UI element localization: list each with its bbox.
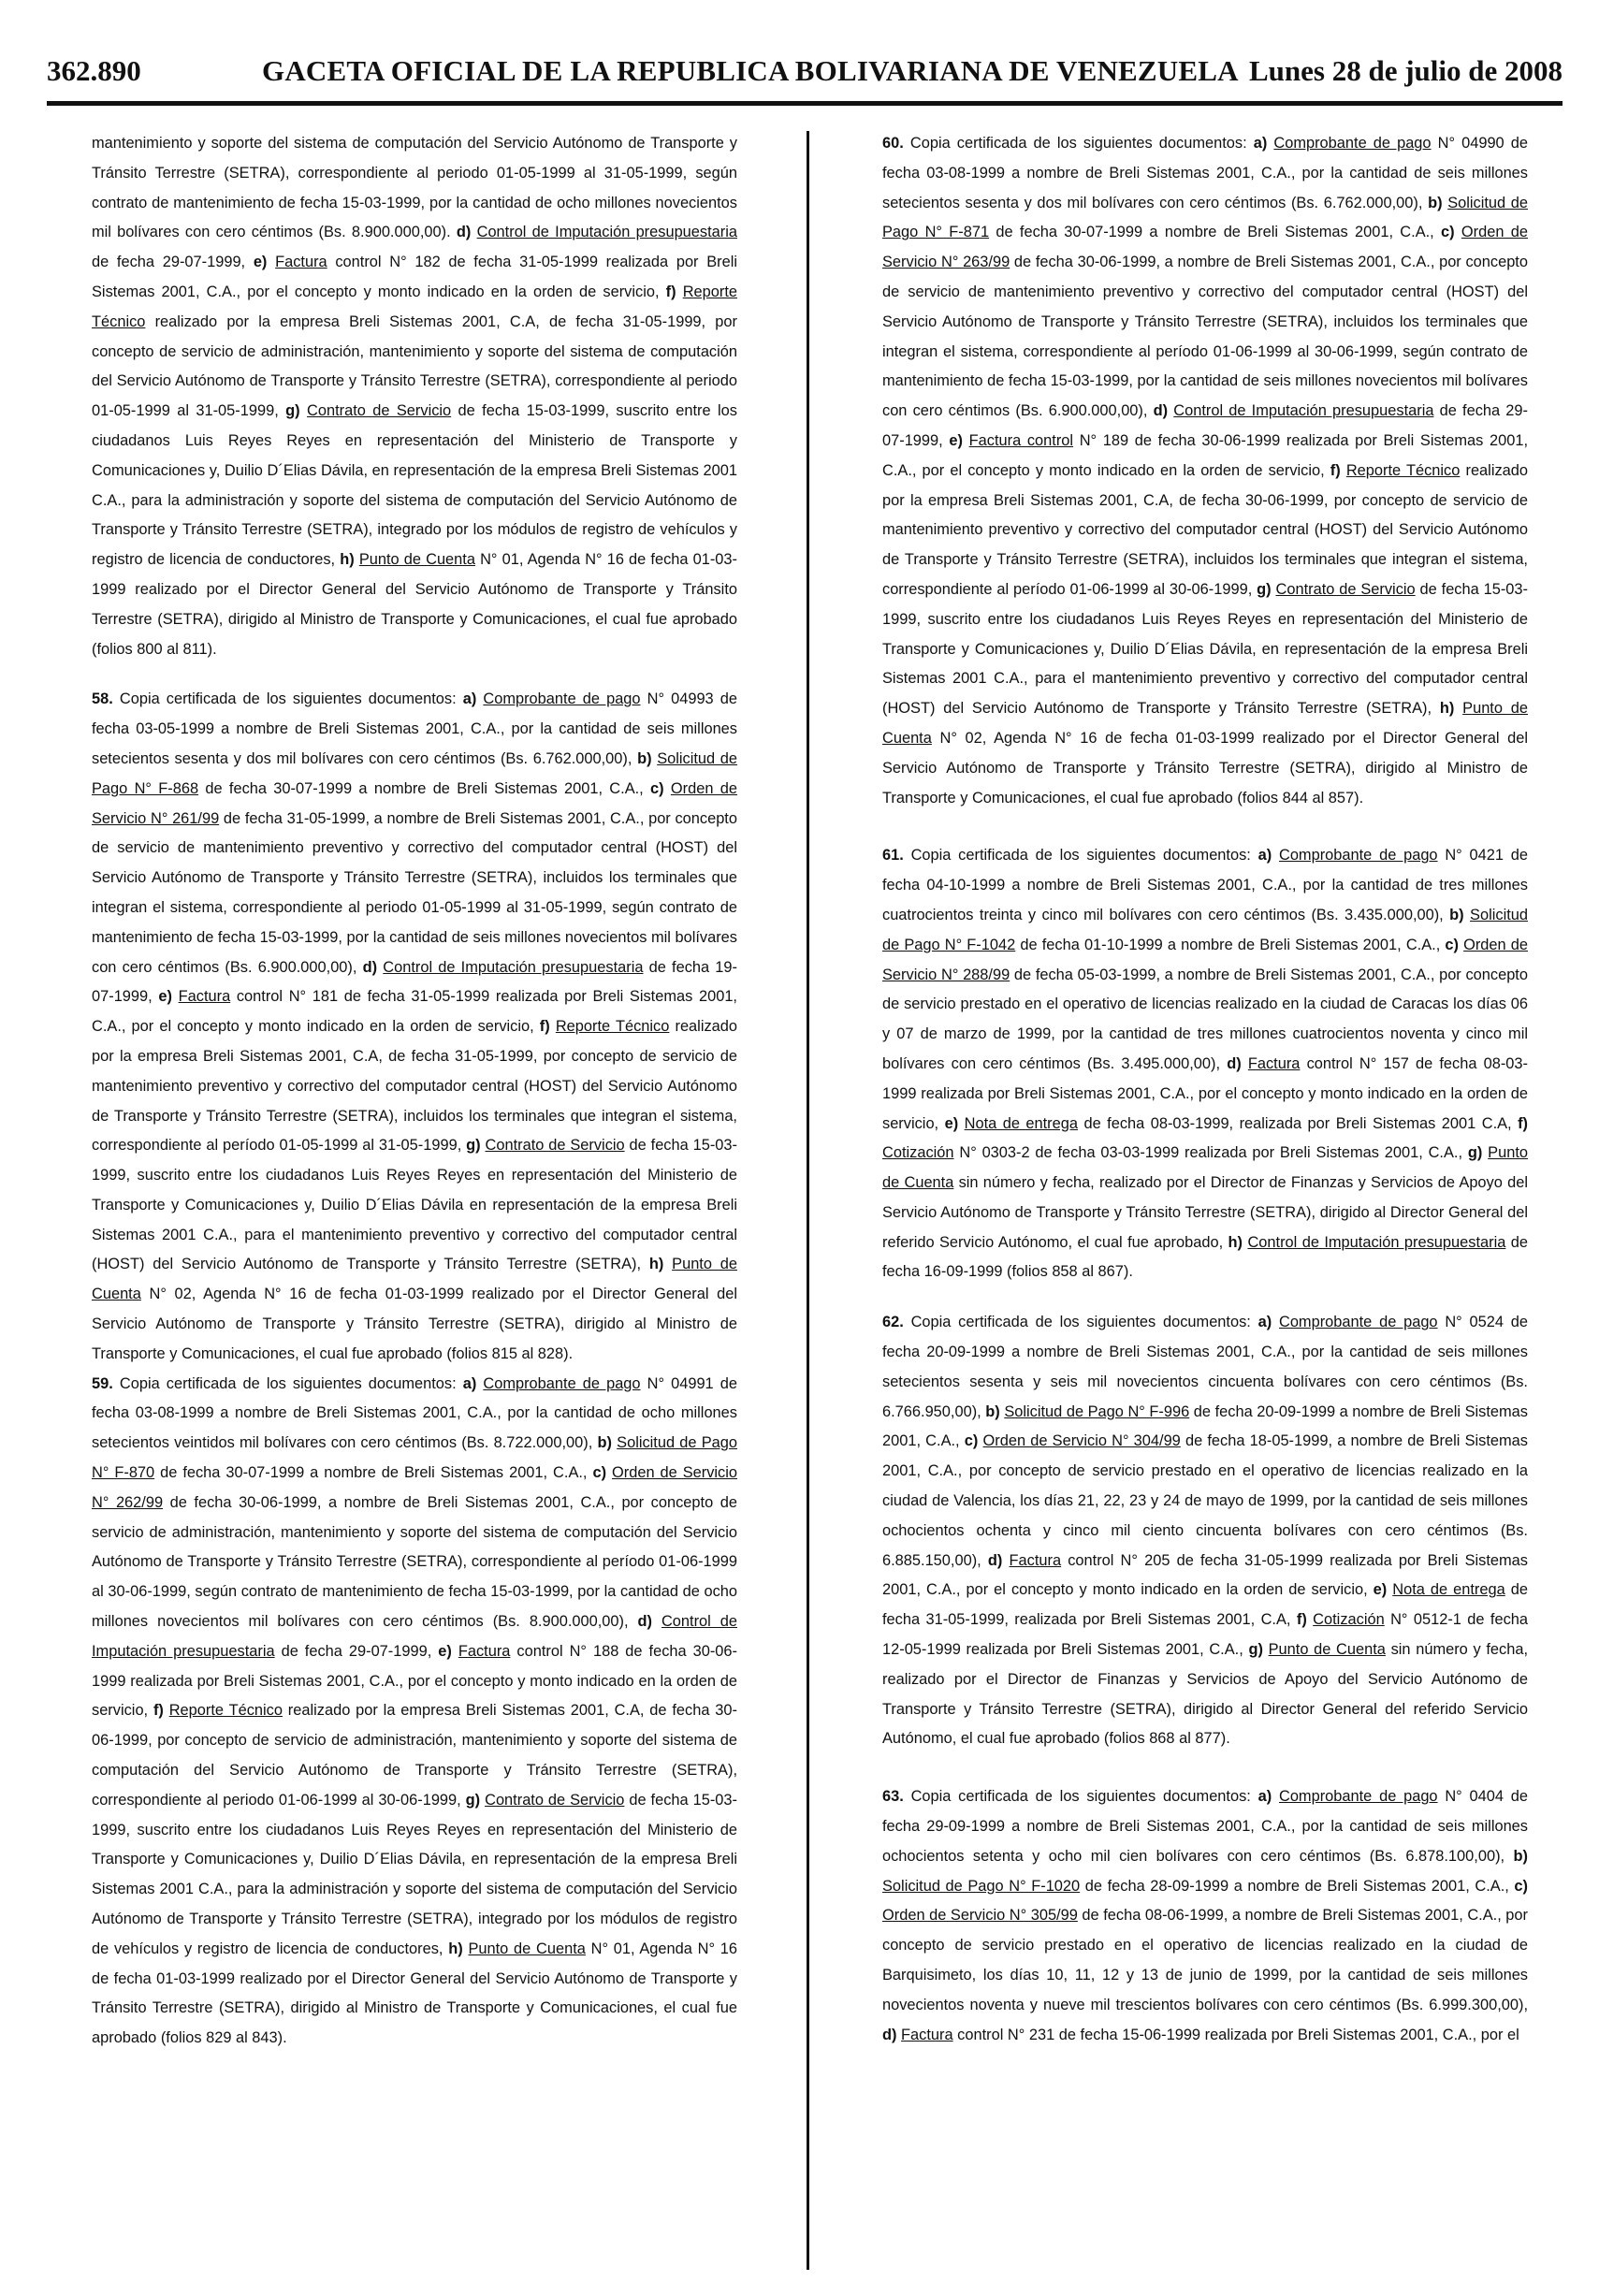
paragraph-62: 62. Copia certificada de los siguientes documentos: a) Comprobante de pago N° 0524 de fecha 20-09-1999 a nombre de Breli Sistemas 2001, C.A., por la cantidad de seis millones setecientos sesenta y seis mil novecientos cincuenta bolívares con cero céntimos (Bs. 6.766.950,00), b) Solicitud de Pago N° F-996 de fecha 20-09-1999 a nombre de Breli Sistemas 2001, C.A., c) Orden de Servicio N° 304/99 de fecha 18-05-1999, a nombre de Breli Sistemas 2001, C.A., por concepto de servicio prestado en el operativo de licencias realizado en la ciudad de Valencia, los días 21, 22, 23 y 24 de mayo de 1999, por la cantidad de seis millones ochocientos ochenta y cinco mil ciento cincuenta bolívares con cero céntimos (Bs. 6.885.150,00), d) Factura control N° 205 de fecha 31-05-1999 realizada por Breli Sistemas 2001, C.A., por el concepto y monto indicado en la orden de servicio, e) Nota de entrega de fecha 31-05-1999, realizada por Breli Sistemas 2001, C.A, f) Cotización N° 0512-1 de fecha 12-05-1999 realizada por Breli Sistemas 2001, C.A., g) Punto de Cuenta sin número y fecha, realizado por el Director de Finanzas y Servicios de Apoyo del Servicio Autónomo de Transporte y Tránsito Terrestre (SETRA), dirigido al Director General del referido Servicio Autónomo, el cual fue aprobado (folios 868 al 877). xyxy=(882,1314,1528,1748)
gazette-title: GACETA OFICIAL DE LA REPUBLICA BOLIVARIANA DE VENEZUELA xyxy=(262,54,1239,87)
paragraph-57-continued: mantenimiento y soporte del sistema de computación del Servicio Autónomo de Transporte y Tránsito Terrestre (SETRA), correspondiente al periodo 01-05-1999 al 31-05-1999, según contrato de mantenimiento de fecha 15-03-1999, por la cantidad de ocho millones novecientos mil bolívares con cero céntimos (Bs. 8.900.000,00). d) Control de Imputación presupuestaria de fecha 29-07-1999, e) Factura control N° 182 de fecha 31-05-1999 realizada por Breli Sistemas 2001, C.A., por el concepto y monto indicado en la orden de servicio, f) Reporte Técnico realizado por la empresa Breli Sistemas 2001, C.A, de fecha 31-05-1999, por concepto de servicio de administración, mantenimiento y soporte del sistema de computación del Servicio Autónomo de Transporte y Tránsito Terrestre (SETRA), correspondiente al periodo 01-05-1999 al 31-05-1999, g) Contrato de Servicio de fecha 15-03-1999, suscrito entre los ciudadanos Luis Reyes Reyes en representación del Ministerio de Transporte y Comunicaciones y, Duilio D´Elias Dávila, en representación de la empresa Breli Sistemas 2001 C.A., para la administración y soporte del sistema de computación del Servicio Autónomo de Transporte y Tránsito Terrestre (SETRA), integrado por los módulos de registro de vehículos y registro de licencia de conductores, h) Punto de Cuenta N° 01, Agenda N° 16 de fecha 01-03-1999 realizado por el Director General del Servicio Autónomo de Transporte y Tránsito Terrestre (SETRA), dirigido al Ministro de Transporte y Comunicaciones, el cual fue aprobado (folios 800 al 811). xyxy=(92,135,737,658)
issue-date: Lunes 28 de julio de 2008 xyxy=(1248,54,1563,87)
paragraph-60: 60. Copia certificada de los siguientes documentos: a) Comprobante de pago N° 04990 de fecha 03-08-1999 a nombre de Breli Sistemas 2001, C.A., por la cantidad de seis millones setecientos sesenta y dos mil bolívares con cero céntimos (Bs. 6.762.000,00), b) Solicitud de Pago N° F-871 de fecha 30-07-1999 a nombre de Breli Sistemas 2001, C.A., c) Orden de Servicio N° 263/99 de fecha 30-06-1999, a nombre de Breli Sistemas 2001, C.A., por concepto de servicio de mantenimiento preventivo y correctivo del computador central (HOST) del Servicio Autónomo de Transporte y Tránsito Terrestre (SETRA), incluidos los terminales que integran el sistema, correspondiente al período 01-06-1999 al 30-06-1999, según contrato de mantenimiento de fecha 15-03-1999, por la cantidad de seis millones novecientos mil bolívares con cero céntimos (Bs. 6.900.000,00), d) Control de Imputación presupuestaria de fecha 29-07-1999, e) Factura control N° 189 de fecha 30-06-1999 realizada por Breli Sistemas 2001, C.A., por el concepto y monto indicado en la orden de servicio, f) Reporte Técnico realizado por la empresa Breli Sistemas 2001, C.A, de fecha 30-06-1999, por concepto de servicio de mantenimiento preventivo y correctivo del computador central (HOST) del Servicio Autónomo de Transporte y Tránsito Terrestre (SETRA), incluidos los terminales que integran el sistema, correspondiente al período 01-06-1999 al 30-06-1999, g) Contrato de Servicio de fecha 15-03-1999, suscrito entre los ciudadanos Luis Reyes Reyes en representación del Ministerio de Transporte y Comunicaciones y, Duilio D´Elias Dávila, en representación de la empresa Breli Sistemas 2001 C.A., para el mantenimiento preventivo y correctivo del computador central (HOST) del Servicio Autónomo de Transporte y Tránsito Terrestre (SETRA), h) Punto de Cuenta N° 02, Agenda N° 16 de fecha 01-03-1999 realizado por el Director General del Servicio Autónomo de Transporte y Tránsito Terrestre (SETRA), dirigido al Ministro de Transporte y Comunicaciones, el cual fue aprobado (folios 844 al 857). xyxy=(882,135,1529,807)
paragraph-63: 63. Copia certificada de los siguientes documentos: a) Comprobante de pago N° 0404 de fecha 29-09-1999 a nombre de Breli Sistemas 2001, C.A., por la cantidad de seis millones ochocientos setenta y ocho mil cien bolívares con cero céntimos (Bs. 6.878.100,00), b) Solicitud de Pago N° F-1020 de fecha 28-09-1999 a nombre de Breli Sistemas 2001, C.A., c) Orden de Servicio N° 305/99 de fecha 08-06-1999, a nombre de Breli Sistemas 2001, C.A., por concepto de servicio prestado en el operativo de licencias realizado en la ciudad de Barquisimeto, los días 10, 11, 12 y 13 de junio de 1999, por la cantidad de seis millones novecientos noventa y nueve mil trescientos bolívares con cero céntimos (Bs. 6.999.300,00), d) Factura control N° 231 de fecha 15-06-1999 realizada por Breli Sistemas 2001, C.A., por el xyxy=(882,1788,1528,2043)
right-column xyxy=(882,129,1528,2050)
header-rule xyxy=(47,101,1563,106)
page-header xyxy=(47,54,1563,101)
page-number: 362.890 xyxy=(47,54,141,87)
left-column xyxy=(92,129,737,2054)
column-divider xyxy=(807,131,809,2270)
paragraph-58: 58. Copia certificada de los siguientes documentos: a) Comprobante de pago N° 04993 de fecha 03-05-1999 a nombre de Breli Sistemas 2001, C.A., por la cantidad de seis millones setecientos sesenta y dos mil bolívares con cero céntimos (Bs. 6.762.000,00), b) Solicitud de Pago N° F-868 de fecha 30-07-1999 a nombre de Breli Sistemas 2001, C.A., c) Orden de Servicio N° 261/99 de fecha 31-05-1999, a nombre de Breli Sistemas 2001, C.A., por concepto de servicio de mantenimiento preventivo y correctivo del computador central (HOST) del Servicio Autónomo de Transporte y Tránsito Terrestre (SETRA), incluidos los terminales que integran el sistema, correspondiente al periodo 01-05-1999 al 31-05-1999, según contrato de mantenimiento de fecha 15-03-1999, por la cantidad de seis millones novecientos mil bolívares con cero céntimos (Bs. 6.900.000,00), d) Control de Imputación presupuestaria de fecha 19-07-1999, e) Factura control N° 181 de fecha 31-05-1999 realizada por Breli Sistemas 2001, C.A., por el concepto y monto indicado en la orden de servicio, f) Reporte Técnico realizado por la empresa Breli Sistemas 2001, C.A, de fecha 31-05-1999, por concepto de servicio de mantenimiento preventivo y correctivo del computador central (HOST) del Servicio Autónomo de Transporte y Tránsito Terrestre (SETRA), incluidos los terminales que integran el sistema, correspondiente al período 01-05-1999 al 31-05-1999, g) Contrato de Servicio de fecha 15-03-1999, suscrito entre los ciudadanos Luis Reyes Reyes en representación del Ministerio de Transporte y Comunicaciones y, Duilio D´Elias Dávila en representación de la empresa Breli Sistemas 2001 C.A., para el mantenimiento preventivo y correctivo del computador central (HOST) del Servicio Autónomo de Transporte y Tránsito Terrestre (SETRA), h) Punto de Cuenta N° 02, Agenda N° 16 de fecha 01-03-1999 realizado por el Director General del Servicio Autónomo de Transporte y Tránsito Terrestre (SETRA), dirigido al Ministro de Transporte y Comunicaciones, el cual fue aprobado (folios 815 al 828). xyxy=(92,690,738,1362)
paragraph-61: 61. Copia certificada de los siguientes documentos: a) Comprobante de pago N° 0421 de fecha 04-10-1999 a nombre de Breli Sistemas 2001, C.A., por la cantidad de tres millones cuatrocientos treinta y cinco mil bolívares con cero céntimos (Bs. 3.435.000,00), b) Solicitud de Pago N° F-1042 de fecha 01-10-1999 a nombre de Breli Sistemas 2001, C.A., c) Orden de Servicio N° 288/99 de fecha 05-03-1999, a nombre de Breli Sistemas 2001, C.A., por concepto de servicio prestado en el operativo de licencias realizado en la ciudad de Caracas los días 06 y 07 de marzo de 1999, por la cantidad de tres millones cuatrocientos noventa y cinco mil bolívares con cero céntimos (Bs. 3.495.000,00), d) Factura control N° 157 de fecha 08-03-1999 realizada por Breli Sistemas 2001, C.A., por el concepto y monto indicado en la orden de servicio, e) Nota de entrega de fecha 08-03-1999, realizada por Breli Sistemas 2001 C.A, f) Cotización N° 0303-2 de fecha 03-03-1999 realizada por Breli Sistemas 2001, C.A., g) Punto de Cuenta sin número y fecha, realizado por el Director de Finanzas y Servicios de Apoyo del Servicio Autónomo de Transporte y Tránsito Terrestre (SETRA), dirigido al Director General del referido Servicio Autónomo, el cual fue aprobado, h) Control de Imputación presupuestaria de fecha 16-09-1999 (folios 858 al 867). xyxy=(882,847,1529,1281)
paragraph-59: 59. Copia certificada de los siguientes documentos: a) Comprobante de pago N° 04991 de fecha 03-08-1999 a nombre de Breli Sistemas 2001, C.A., por la cantidad de ocho millones setecientos veintidos mil bolívares con cero céntimos (Bs. 8.722.000,00), b) Solicitud de Pago N° F-870 de fecha 30-07-1999 a nombre de Breli Sistemas 2001, C.A., c) Orden de Servicio N° 262/99 de fecha 30-06-1999, a nombre de Breli Sistemas 2001, C.A., por concepto de servicio de administración, mantenimiento y soporte del sistema de computación del Servicio Autónomo de Transporte y Tránsito Terrestre (SETRA), correspondiente al período 01-06-1999 al 30-06-1999, según contrato de mantenimiento de fecha 15-03-1999, por la cantidad de ocho millones novecientos mil bolívares con cero céntimos (Bs. 8.900.000,00), d) Control de Imputación presupuestaria de fecha 29-07-1999, e) Factura control N° 188 de fecha 30-06-1999 realizada por Breli Sistemas 2001, C.A., por el concepto y monto indicado en la orden de servicio, f) Reporte Técnico realizado por la empresa Breli Sistemas 2001, C.A, de fecha 30-06-1999, por concepto de servicio de administración, mantenimiento y soporte del sistema de computación del Servicio Autónomo de Transporte y Tránsito Terrestre (SETRA), correspondiente al periodo 01-06-1999 al 30-06-1999, g) Contrato de Servicio de fecha 15-03-1999, suscrito entre los ciudadanos Luis Reyes Reyes en representación del Ministerio de Transporte y Comunicaciones y, Duilio D´Elias Dávila, en representación de la empresa Breli Sistemas 2001 C.A., para la administración y soporte del sistema de computación del Servicio Autónomo de Transporte y Tránsito Terrestre (SETRA), integrado por los módulos de registro de vehículos y registro de licencia de conductores, h) Punto de Cuenta N° 01, Agenda N° 16 de fecha 01-03-1999 realizado por el Director General del Servicio Autónomo de Transporte y Tránsito Terrestre (SETRA), dirigido al Ministro de Transporte y Comunicaciones, el cual fue aprobado (folios 829 al 843). xyxy=(92,1374,737,2047)
